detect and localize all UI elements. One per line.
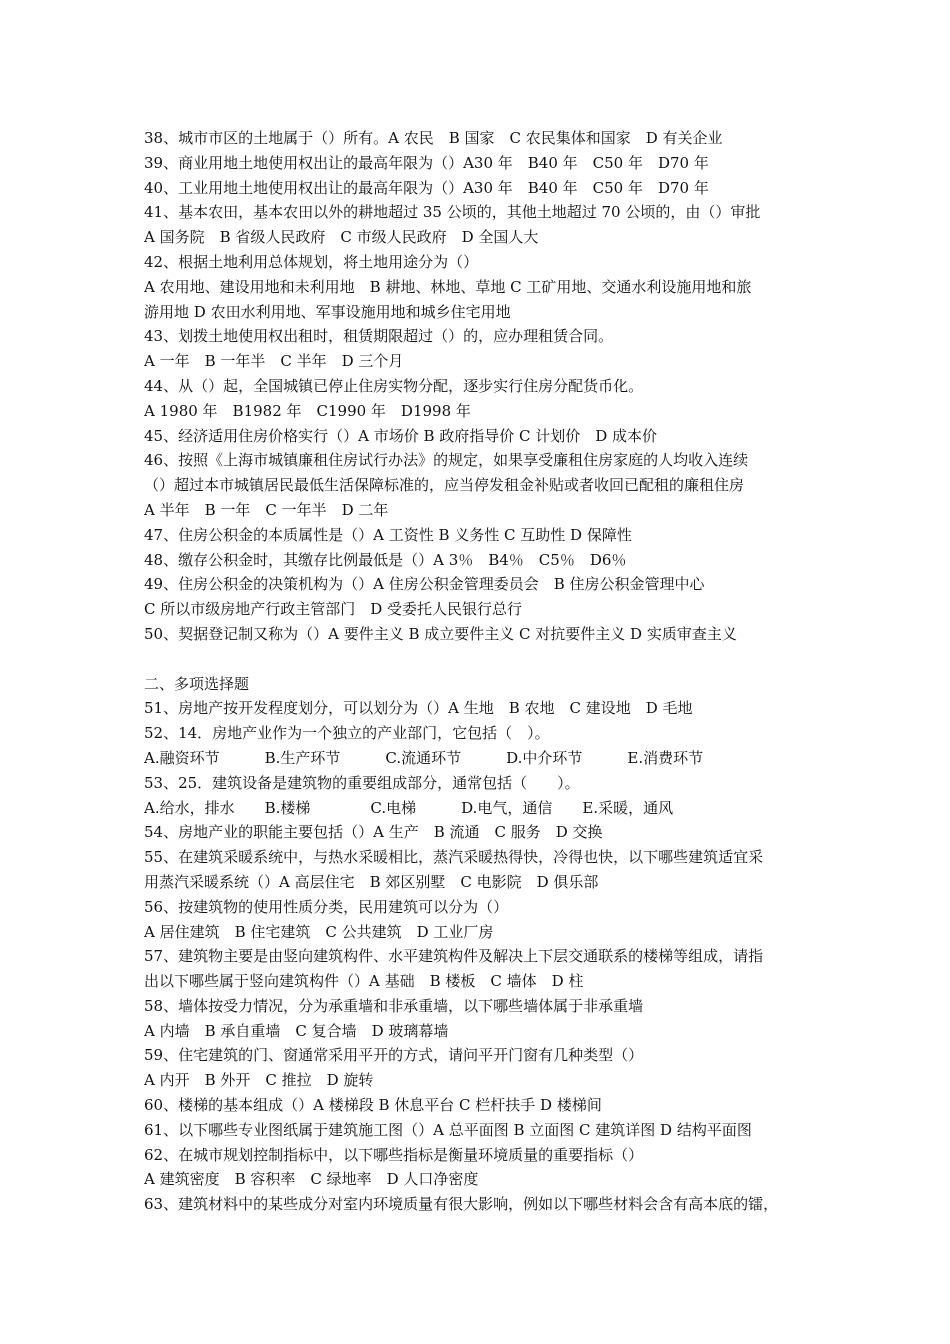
section-heading: 二、多项选择题 [144,674,250,693]
text-line: 57、建筑物主要是由竖向建筑构件、水平建筑构件及解决上下层交通联系的楼梯等组成，请指 [144,947,764,966]
text-line: 60、楼梯的基本组成（）A 楼梯段 B 休息平台 C 栏杆扶手 D 楼梯间 [144,1096,602,1115]
text-line: A 一年 B 一年半 C 半年 D 三个月 [144,352,404,371]
text-line: 62、在城市规划控制指标中，以下哪些指标是衡量环境质量的重要指标（） [144,1145,644,1164]
text-line: 39、商业用地土地使用权出让的最高年限为（）A30 年 B40 年 C50 年 D70 年 [144,153,709,172]
text-line: 50、契据登记制又称为（）A 要件主义 B 成立要件主义 C 对抗要件主义 D 实质审查主义 [144,624,737,643]
text-line: 游用地 D 农田水利用地、军事设施用地和城乡住宅用地 [144,302,511,321]
text-line: 出以下哪些属于竖向建筑构件（）A 基础 B 楼板 C 墙体 D 柱 [144,972,584,991]
text-line: 41、基本农田，基本农田以外的耕地超过 35 公顷的，其他土地超过 70 公顷的，由（）审批 [144,203,761,222]
text-line: A.给水，排水 B.楼梯 C.电梯 D.电气，通信 E.采暖，通风 [144,798,674,817]
text-line: 63、建筑材料中的某些成分对室内环境质量有很大影响，例如以下哪些材料会含有高本底的镭， [144,1195,779,1214]
text-line: （）超过本市城镇居民最低生活保障标准的，应当停发租金补贴或者收回已配租的廉租住房 [144,476,745,495]
text-line: A.融资环节 B.生产环节 C.流通环节 D.中介环节 E.消费环节 [144,748,704,767]
text-line: 55、在建筑采暖系统中，与热水采暖相比，蒸汽采暖热得快，冷得也快，以下哪些建筑适宜采 [144,848,764,867]
text-line: 42、根据土地利用总体规划，将土地用途分为（） [144,252,479,271]
text-line: 53、25．建筑设备是建筑物的重要组成部分，通常包括（ ）。 [144,773,580,792]
text-line: 43、划拨土地使用权出租时，租赁期限超过（）的，应办理租赁合同。 [144,327,614,346]
text-line: 51、房地产按开发程度划分，可以划分为（）A 生地 B 农地 C 建设地 D 毛地 [144,699,693,718]
text-line: 38、城市市区的土地属于（）所有。A 农民 B 国家 C 农民集体和国家 D 有关企业 [144,129,723,147]
text-line: 47、住房公积金的本质属性是（）A 工资性 B 义务性 C 互助性 D 保障性 [144,525,632,544]
blank-line [144,647,844,672]
text-line: A 居住建筑 B 住宅建筑 C 公共建筑 D 工业厂房 [144,922,494,941]
text-line: 用蒸汽采暖系统（）A 高层住宅 B 郊区别墅 C 电影院 D 俱乐部 [144,872,599,891]
text-line: A 建筑密度 B 容积率 C 绿地率 D 人口净密度 [144,1170,479,1189]
text-line: 56、按建筑物的使用性质分类，民用建筑可以分为（） [144,897,509,916]
text-line: A 1980 年 B1982 年 C1990 年 D1998 年 [144,401,471,420]
document-body [144,126,844,1217]
text-line: 52、14．房地产业作为一个独立的产业部门，它包括（ ）。 [144,724,550,743]
text-line: 54、房地产业的职能主要包括（）A 生产 B 流通 C 服务 D 交换 [144,823,603,842]
text-line: 61、以下哪些专业图纸属于建筑施工图（）A 总平面图 B 立面图 C 建筑详图 D 结构平面图 [144,1120,752,1139]
text-line: C 所以市级房地产行政主管部门 D 受委托人民银行总行 [144,600,523,619]
text-line: A 内墙 B 承自重墙 C 复合墙 D 玻璃幕墙 [144,1021,449,1040]
text-line: 45、经济适用住房价格实行（）A 市场价 B 政府指导价 C 计划价 D 成本价 [144,426,658,445]
text-line: 44、从（）起，全国城镇已停止住房实物分配，逐步实行住房分配货币化。 [144,376,644,395]
text-line: A 国务院 B 省级人民政府 C 市级人民政府 D 全国人大 [144,228,539,247]
text-line: 58、墙体按受力情况，分为承重墙和非承重墙，以下哪些墙体属于非承重墙 [144,996,644,1015]
text-line: 46、按照《上海市城镇廉租住房试行办法》的规定，如果享受廉租住房家庭的人均收入连续 [144,451,749,470]
text-line: 48、缴存公积金时，其缴存比例最低是（）A 3％ B4％ C5％ D6％ [144,550,627,569]
text-line: A 半年 B 一年 C 一年半 D 二年 [144,500,389,519]
text-line: A 内开 B 外开 C 推拉 D 旋转 [144,1071,374,1090]
text-line: 49、住房公积金的决策机构为（）A 住房公积金管理委员会 B 住房公积金管理中心 [144,575,705,594]
text-line: 59、住宅建筑的门、窗通常采用平开的方式，请问平开门窗有几种类型（） [144,1046,644,1065]
text-line: 40、工业用地土地使用权出让的最高年限为（）A30 年 B40 年 C50 年 D70 年 [144,178,709,197]
text-line: A 农用地、建设用地和未利用地 B 耕地、林地、草地 C 工矿用地、交通水利设施用地和旅 [144,277,752,296]
